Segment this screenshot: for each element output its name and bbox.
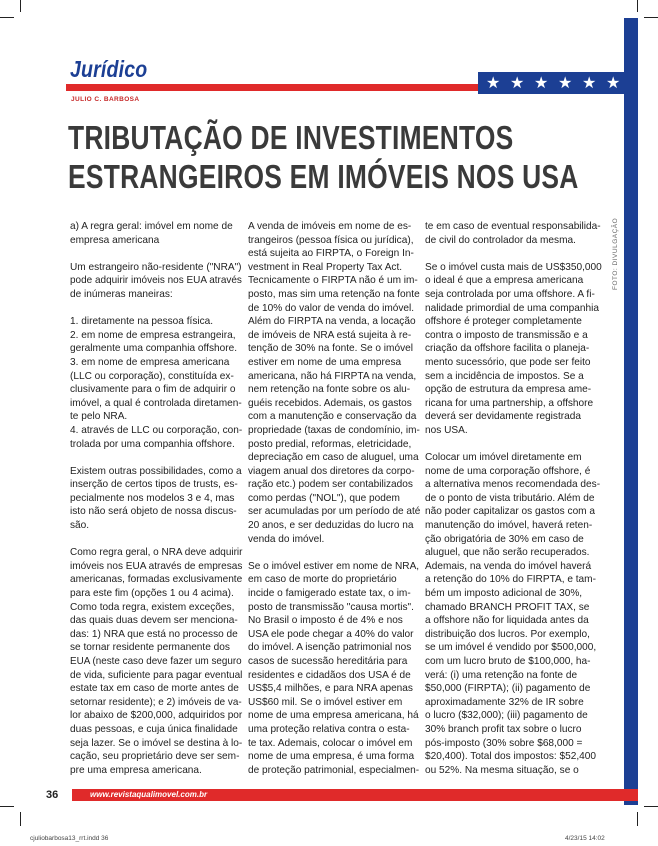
- text-line: de proteção patrimonial, especialmen-: [248, 764, 420, 776]
- text-line: estate tax em caso de morte antes de: [70, 683, 239, 695]
- text-line: de civil do controlador da mesma.: [425, 234, 576, 246]
- text-line: Ademais, na venda do imóvel haverá: [425, 560, 592, 572]
- text-line: americanas, formadas exclusivamente: [70, 574, 243, 586]
- text-line: aluguel, que não serão recuperados.: [425, 547, 590, 559]
- author-byline: JULIO C. BARBOSA: [71, 96, 140, 103]
- text-line: tenção de 30% na fonte. Se o imóvel: [248, 343, 413, 355]
- paragraph: [425, 220, 607, 247]
- text-line: 30% branch profit tax sobre o lucro: [425, 723, 582, 735]
- print-slug-filename: cjuliobarbosa13_rrt.indd 36: [30, 835, 109, 842]
- text-line: duas pessoas, e cuja única finalidade: [70, 723, 238, 735]
- text-line: posto predial, reformas, eletricidade,: [248, 438, 412, 450]
- text-line: casos de sucessão hereditária para: [248, 656, 408, 667]
- side-accent-bar: [624, 18, 638, 805]
- paragraph: [70, 315, 242, 451]
- text-line: a retenção do 10% do FIRPTA, e tam-: [425, 574, 596, 586]
- text-line: nome de uma empresa, é uma forma: [248, 751, 415, 763]
- star-icon: ★: [486, 73, 501, 92]
- text-line: mento sucessório, que pode ser feito: [425, 356, 591, 368]
- text-line: de 10% do valor de venda do imóvel.: [248, 302, 415, 314]
- headline-line: TRIBUTAÇÃO DE INVESTIMENTOS: [68, 119, 514, 156]
- crop-mark: [0, 806, 14, 807]
- text-line: Como toda regra, existem exceções,: [70, 601, 235, 613]
- text-line: de o ponto de vista tributário. Além de: [425, 492, 595, 504]
- text-line: Existem outras possibilidades, como a: [70, 465, 242, 477]
- text-line: Além do FIRPTA na venda, a locação: [248, 316, 416, 328]
- text-line: opção de estrutura da empresa ame-: [425, 384, 592, 396]
- text-line: a) A regra geral: imóvel em nome de: [70, 221, 233, 232]
- crop-mark: [644, 806, 658, 807]
- text-line: propriedade (taxas de condomínio, im-: [248, 424, 420, 436]
- paragraph: [425, 451, 607, 777]
- text-line: viagem anual dos diretores da corpo-: [248, 465, 415, 477]
- text-line: seja lazer. Se o imóvel se destina à lo-: [70, 737, 243, 749]
- text-line: verá: (i) uma retenção na fonte de: [425, 669, 578, 681]
- text-line: te tax. Ademais, colocar o imóvel em: [248, 737, 413, 749]
- text-line: criação da offshore facilita o planeja-: [425, 343, 590, 355]
- text-line: ricana for uma partnership, a offshore: [425, 397, 594, 409]
- text-line: chamado BRANCH PROFIT TAX, se: [425, 601, 590, 613]
- text-line: posto, mas sim uma retenção na fonte: [248, 288, 420, 300]
- text-line: US$5,4 milhões, e para NRA apenas: [248, 683, 413, 695]
- star-icon: ★: [558, 73, 573, 92]
- text-line: do imóvel. A isenção patrimonial nos: [248, 642, 412, 654]
- text-line: uma proteção relativa contra o esta-: [248, 723, 410, 735]
- text-line: para este fim (opções 1 ou 4 acima).: [70, 588, 234, 600]
- text-line: nome de uma corporação offshore, é: [425, 465, 591, 477]
- text-line: nos USA.: [425, 424, 468, 436]
- print-slug-date: 4/23/15 14:02: [565, 835, 605, 842]
- text-line: pre uma empresa americana.: [70, 764, 202, 776]
- text-line: de vida, suficiente para pagar eventual: [70, 669, 243, 681]
- text-line: se um imóvel é vendido por $500,000,: [425, 642, 597, 654]
- text-line: empresa americana: [70, 234, 160, 246]
- text-line: o lucro ($32,000); (iii) pagamento de: [425, 710, 588, 722]
- text-line: sem a incidência de impostos. Se a: [425, 370, 584, 382]
- text-line: te em caso de eventual responsabilida-: [425, 221, 601, 232]
- text-line: US$60 mil. Se o imóvel estiver em: [248, 696, 403, 708]
- text-line: em caso de morte do proprietário: [248, 574, 397, 586]
- text-line: está sujeita ao FIRPTA, o Foreign In-: [248, 248, 414, 260]
- text-column-3: [425, 220, 607, 791]
- text-line: setornar residente); e 2) imóveis de va-: [70, 696, 242, 708]
- footer-url[interactable]: www.revistaqualimovel.com.br: [90, 790, 208, 799]
- text-line: o ideal é que a empresa americana: [425, 275, 584, 287]
- text-line: bém um imposto adicional de 30%,: [425, 588, 583, 600]
- text-line: ou 52%. Na mesma situação, se o: [425, 764, 579, 776]
- text-line: No Brasil o imposto é de 4% e nos: [248, 615, 403, 627]
- text-line: a offshore não for liquidada antes da: [425, 615, 589, 627]
- text-line: EUA (neste caso deve fazer um seguro: [70, 656, 242, 667]
- text-line: Se o imóvel custa mais de US$350,000: [425, 261, 602, 273]
- text-column-1: [70, 220, 242, 791]
- page-number: 36: [46, 789, 59, 801]
- section-title: Jurídico: [70, 56, 148, 82]
- text-line: offshore é proteger completamente: [425, 316, 582, 328]
- text-line: isto não será objeto de nossa discus-: [70, 506, 237, 518]
- text-line: posto de transmissão "causa mortis".: [248, 601, 414, 613]
- text-line: pode adquirir imóveis nos EUA através: [70, 275, 242, 287]
- headline-line: ESTRANGEIROS EM IMÓVEIS NOS USA: [68, 158, 579, 195]
- text-line: depreciação em caso de aluguel, uma: [248, 452, 419, 464]
- crop-mark: [637, 0, 638, 12]
- text-line: aproximadamente 32% de IR sobre: [425, 696, 584, 708]
- text-line: 1. diretamente na pessoa física.: [70, 316, 214, 328]
- text-line: nem retenção na fonte sobre os alu-: [248, 384, 411, 396]
- text-line: ração etc.) podem ser contabilizados: [248, 479, 413, 491]
- text-line: deverá ser devidamente registrada: [425, 411, 581, 423]
- text-line: estiver em nome de uma empresa: [248, 356, 402, 368]
- paragraph: [70, 465, 242, 533]
- text-line: ção obrigatória de 30% em caso de: [425, 533, 584, 545]
- text-line: $20,400). Total dos impostos: $52,400: [425, 751, 596, 763]
- text-line: trolada por uma companhia offshore.: [70, 438, 235, 450]
- text-line: das quais duas devem ser menciona-: [70, 615, 238, 627]
- text-line: distribuição dos lucros. Por exemplo,: [425, 628, 590, 640]
- text-line: $50,000 (FIRPTA); (ii) pagamento de: [425, 683, 591, 695]
- paragraph: [248, 560, 420, 778]
- text-line: como perdas ("NOL"), que podem: [248, 492, 400, 504]
- paragraph: [248, 220, 420, 546]
- text-line: 3. em nome de empresa americana: [70, 356, 230, 368]
- paragraph: [70, 546, 242, 777]
- text-line: Se o imóvel estiver em nome de NRA,: [248, 560, 420, 572]
- text-line: das: 1) NRA que está no processo de: [70, 628, 238, 640]
- text-line: com um lucro bruto de $100,000, ha-: [425, 656, 591, 667]
- text-line: USA ele pode chegar a 40% do valor: [248, 628, 414, 640]
- text-line: venda do imóvel.: [248, 533, 325, 545]
- text-line: nome de uma empresa americana, há: [248, 710, 419, 722]
- text-line: 4. através de LLC ou corporação, con-: [70, 424, 243, 436]
- paragraph: [425, 261, 607, 438]
- text-line: não poder capitalizar os gastos com a: [425, 506, 596, 518]
- text-line: a alternativa menos recomendada des-: [425, 479, 601, 491]
- text-line: com a manutenção e conservação da: [248, 411, 417, 423]
- crop-mark: [644, 17, 658, 18]
- text-line: são.: [70, 520, 90, 532]
- text-line: Como regra geral, o NRA deve adquirir: [70, 547, 243, 559]
- text-line: guéis recebidos. Ademais, os gastos: [248, 397, 412, 409]
- text-line: (LLC ou corporação), constituída ex-: [70, 370, 234, 382]
- text-line: lor abaixo de $200,000, adquiridos por: [70, 710, 243, 722]
- text-line: pecialmente nos modelos 3 e 4, mas: [70, 492, 235, 504]
- crop-mark: [0, 17, 14, 18]
- text-line: imóveis nos EUA através de empresas: [70, 560, 243, 572]
- article-headline: [68, 118, 579, 196]
- crop-mark: [637, 812, 638, 826]
- text-line: contra o imposto de transmissão e a: [425, 329, 588, 341]
- star-icon: ★: [534, 73, 549, 92]
- text-line: pós-imposto (30% sobre $68,000 =: [425, 737, 583, 749]
- header-rule: [66, 84, 478, 91]
- crop-mark: [20, 0, 21, 12]
- text-line: vestment in Real Property Tax Act.: [248, 261, 403, 273]
- text-line: 20 anos, e ser deduzidas do lucro na: [248, 520, 414, 532]
- star-icon: ★: [582, 73, 597, 92]
- text-line: Colocar um imóvel diretamente em: [425, 452, 582, 464]
- text-line: clusivamente para o fim de adquirir o: [70, 384, 236, 396]
- text-line: cação, seu proprietário deve ser sem-: [70, 751, 240, 763]
- text-line: se tornar residente permanente dos: [70, 642, 230, 654]
- stars-band: [478, 72, 638, 94]
- crop-mark: [20, 812, 21, 826]
- text-line: inserção de certos tipos de trusts, es-: [70, 479, 238, 491]
- text-line: te pelo NRA.: [70, 411, 128, 423]
- text-line: 2. em nome de empresa estrangeira,: [70, 329, 236, 341]
- text-line: seja controlada por uma offshore. A fi-: [425, 288, 595, 300]
- text-line: americana, não há FIRPTA na venda,: [248, 370, 417, 382]
- paragraph: [70, 261, 242, 302]
- text-line: nalidade primordial de uma companhia: [425, 302, 599, 314]
- text-line: de inúmeras maneiras:: [70, 288, 173, 300]
- text-line: imóvel, a qual é controlada diretamen-: [70, 397, 242, 409]
- text-line: geralmente uma companhia offshore.: [70, 343, 238, 355]
- text-line: ser acumuladas por um período de até: [248, 506, 421, 518]
- star-icon: ★: [510, 73, 525, 92]
- text-line: manutenção do imóvel, haverá reten-: [425, 520, 593, 532]
- text-line: residentes e cidadãos dos USA é de: [248, 669, 411, 681]
- text-line: trangeiros (pessoa física ou jurídica),: [248, 234, 414, 246]
- star-icon: ★: [606, 73, 621, 92]
- photo-credit: FOTO: DIVULGAÇÃO: [612, 217, 619, 290]
- text-line: A venda de imóveis em nome de es-: [248, 221, 412, 232]
- text-line: Tecnicamente o FIRPTA não é um im-: [248, 275, 418, 287]
- text-line: incide o famigerado estate tax, o im-: [248, 588, 411, 600]
- text-line: Um estrangeiro não-residente ("NRA"): [70, 261, 242, 273]
- text-column-2: [248, 220, 420, 791]
- text-line: de imóveis de NRA está sujeita à re-: [248, 329, 412, 341]
- paragraph: [70, 220, 242, 247]
